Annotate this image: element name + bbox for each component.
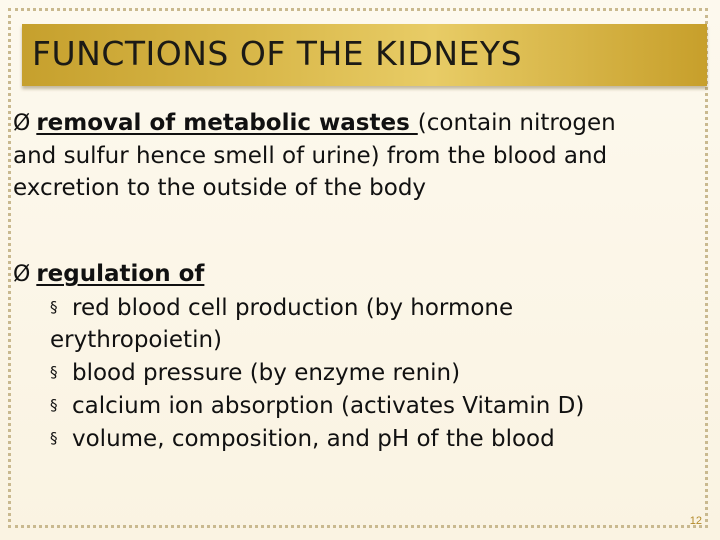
bullet-removal-of-wastes [13, 107, 616, 204]
bullet-heading: removal of metabolic wastes [36, 110, 418, 136]
square-bullet-icon: § [50, 298, 58, 316]
sub-item-calcium: § calcium ion absorption (activates Vitamin D) [50, 389, 584, 422]
page-number: 12 [689, 515, 702, 527]
sub-item-volume: § volume, composition, and pH of the blood [50, 422, 584, 455]
sub-item-blood-pressure: § blood pressure (by enzyme renin) [50, 356, 584, 389]
bullet-heading: regulation of [36, 261, 205, 287]
slide-title: FUNCTIONS OF THE KIDNEYS [32, 34, 523, 73]
arrow-bullet-icon: Ø [13, 262, 31, 287]
square-bullet-icon: § [50, 363, 58, 381]
bullet-text: (contain nitrogen [417, 110, 616, 136]
bullet-text: and sulfur hence smell of urine) from the blood and [13, 143, 608, 169]
square-bullet-icon: § [50, 429, 58, 447]
sub-item-red-blood-cell: § red blood cell production (by hormone erythropoietin) [50, 291, 584, 356]
square-bullet-icon: § [50, 396, 58, 414]
bullet-regulation [13, 258, 584, 455]
bullet-text: excretion to the outside of the body [13, 175, 427, 201]
arrow-bullet-icon: Ø [13, 111, 31, 136]
